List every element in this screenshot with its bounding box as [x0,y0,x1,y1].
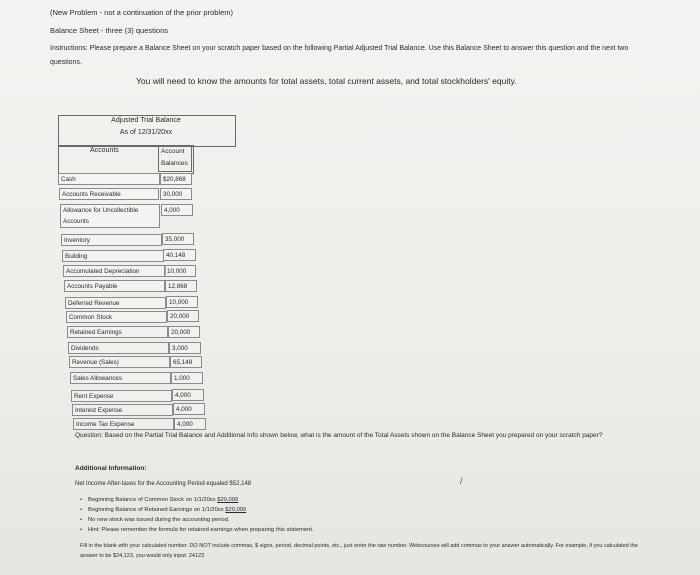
fill-in-instructions: Fill in the blank with your calculated number. DO NOT include commas, $ signs, period, decimal points, etc., just enter the raw number. Webcourses will add commas to your answer automatically. For example, if you calculated the answer to be $24,123, you would only input: 24123 [80,543,638,559]
row-name-dividends: Dividends [68,342,169,354]
bullet-retained-earnings [88,507,246,513]
additional-info-label: Additional Information: [75,465,147,472]
problem-subtitle: Balance Sheet - three (3) questions [50,26,168,35]
bullet-text: Beginning Balance of Common Stock on 1/1/20xx [88,497,218,503]
row-name-revenue-sales: Revenue (Sales) [69,356,170,368]
row-value-allowance: 4,000 [161,204,193,216]
bullet-hint [88,527,314,533]
row-name-inventory: Inventory [61,234,162,246]
row-value-cash: $20,868 [160,173,192,185]
bullet-text: Hint: Please remember the formula for retained earnings when preparing this statement. [88,527,314,533]
trial-balance-title: Adjusted Trial Balance [111,117,181,124]
row-name-building: Building [62,250,164,262]
row-name-accumulated-depreciation: Accumulated Depreciation [63,265,166,277]
bullet-text: Beginning Balance of Retained Earnings on 1/1/20xx [88,507,226,513]
problem-title: (New Problem - not a continuation of the prior problem) [50,8,234,17]
bullet-common-stock [88,497,238,503]
row-name-accounts-receivable: Accounts Receivable [59,188,159,200]
row-value-revenue-sales: 65,148 [170,356,202,368]
row-name-cash: Cash [58,173,160,185]
bullet-text: No new stock was issued during the accounting period. [88,517,230,523]
row-value-inventory: 35,000 [162,233,194,245]
bullet-amount: $20,000 [217,497,239,503]
question-text: Question: Based on the Partial Trial Balance and Additional Info shown below, what is the amount of the Total Assets shown on the Balance Sheet you prepared on your scratch paper? [75,432,603,439]
row-value-rent-expense: 4,000 [172,389,204,401]
row-name-interest-expense: Interest Expense [72,404,173,416]
row-value-common-stock: 20,000 [167,310,199,322]
row-value-sales-allowances: 1,000 [171,372,203,384]
column-header-balances-line1: Account [161,148,185,155]
requirements-note: You will need to know the amounts for total assets, total current assets, and total stockholders' equity. [136,76,517,86]
row-name-deferred-revenue: Deferred Revenue [65,297,166,309]
mouse-cursor-mark: / [460,476,463,486]
column-header-balances-line2: Balances [161,160,188,167]
column-header-balances [158,145,192,172]
trial-balance-date: As of 12/31/20xx [119,129,173,136]
row-value-accounts-payable: 12,868 [165,280,197,292]
column-header-accounts: Accounts [90,147,119,154]
row-value-accounts-receivable: 30,000 [160,188,192,200]
row-value-building: 40,148 [163,249,196,261]
row-name-allowance: Allowance for Uncollectible Accounts [60,204,160,228]
instructions-text: Instructions: Please prepare a Balance Sheet on your scratch paper based on the following Partial Adjusted Trial Balance. Use this Balance Sheet to answer this question and the next two questions. [50,45,629,66]
row-name-rent-expense: Rent Expense [71,390,172,402]
row-name-retained-earnings: Retained Earnings [67,326,168,338]
bullet-amount: $20,000 [225,507,247,513]
row-name-sales-allowances: Sales Allowances [70,372,171,384]
row-name-accounts-payable: Accounts Payable [64,280,165,292]
row-value-accumulated-depreciation: 10,000 [164,265,196,277]
row-name-income-tax-expense: Income Tax Expense [73,418,174,430]
row-value-interest-expense: 4,000 [173,403,205,415]
row-name-common-stock: Common Stock [66,311,167,323]
row-value-retained-earnings: 20,000 [168,326,200,338]
row-value-income-tax-expense: 4,000 [174,418,206,430]
net-income-text: Net Income After-taxes for the Accounting Period equaled $52,148 [75,481,252,487]
row-value-deferred-revenue: 10,000 [166,296,198,308]
row-value-dividends: 3,000 [169,342,201,354]
bullet-no-new-stock [88,517,229,523]
